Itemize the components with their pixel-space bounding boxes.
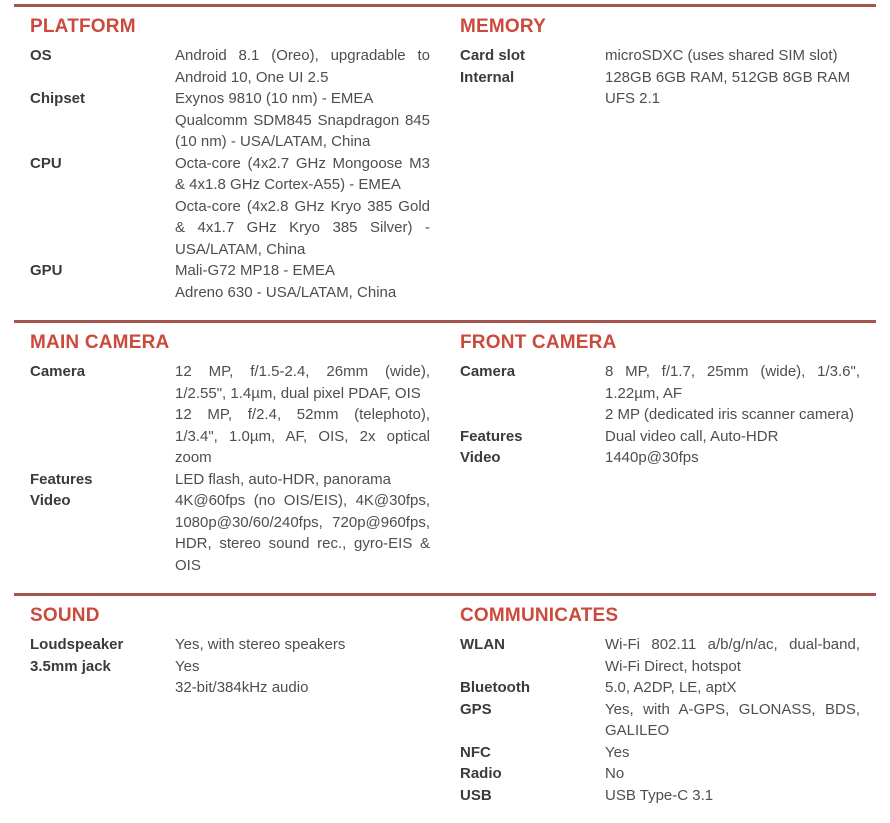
spec-row: [30, 260, 430, 303]
spec-row: [460, 699, 860, 742]
spec-sheet: [14, 4, 876, 823]
section-divider: [14, 320, 876, 323]
spec-value: [175, 153, 430, 261]
spec-value-line: Octa-core (4x2.8 GHz Kryo 385 Gold & 4x1.7 GHz Kryo 385 Silver) - USA/LATAM, China: [175, 197, 430, 258]
spec-value: [175, 490, 430, 576]
spec-label: Camera: [460, 363, 516, 380]
spec-value: [605, 634, 860, 677]
band-columns: [14, 15, 876, 303]
spec-value: [605, 67, 860, 110]
spec-value: [175, 469, 430, 491]
spec-row: [30, 361, 430, 469]
spec-row: [460, 785, 860, 807]
band-columns: [14, 331, 876, 576]
spec-column-right: [460, 15, 860, 303]
spec-value-line: UFS 2.1: [605, 90, 661, 107]
section-title: PLATFORM: [30, 16, 136, 37]
spec-row: [460, 426, 860, 448]
spec-value-line: Octa-core (4x2.7 GHz Mongoose M3 & 4x1.8 GHz Cortex-A55) - EMEA: [175, 154, 430, 193]
spec-value: [605, 45, 860, 67]
section-title: MAIN CAMERA: [30, 332, 170, 353]
section-title: COMMUNICATES: [460, 605, 619, 626]
spec-label: GPS: [460, 700, 492, 718]
spec-value-line: USB Type-C 3.1: [605, 786, 714, 804]
spec-value-line: Adreno 630 - USA/LATAM, China: [175, 283, 397, 301]
spec-value-line: microSDXC (uses shared SIM slot): [605, 47, 838, 64]
spec-row: [30, 469, 430, 491]
spec-label: USB: [460, 786, 492, 804]
band-columns: [14, 604, 876, 806]
spec-value-line: 12 MP, f/2.4, 52mm (telephoto), 1/3.4", 1.0µm, AF, OIS, 2x optical zoom: [175, 406, 430, 466]
spec-label: WLAN: [460, 636, 505, 653]
spec-row: [460, 763, 860, 785]
spec-value-line: 12 MP, f/1.5-2.4, 26mm (wide), 1/2.55", 1.4µm, dual pixel PDAF, OIS: [175, 363, 430, 402]
spec-label: Internal: [460, 68, 515, 86]
spec-label: Camera: [30, 363, 86, 380]
spec-value-line: Yes: [605, 743, 630, 761]
spec-value-line: Exynos 9810 (10 nm) - EMEA: [175, 90, 374, 107]
spec-value-line: 1440p@30fps: [605, 449, 699, 466]
spec-row: [460, 45, 860, 67]
spec-value: [605, 699, 860, 742]
spec-row: [30, 656, 430, 699]
spec-band: [14, 4, 876, 320]
spec-value-line: Yes, with stereo speakers: [175, 636, 346, 653]
spec-column-right: [460, 604, 860, 806]
spec-band: [14, 320, 876, 593]
spec-band: [14, 593, 876, 823]
spec-label: Features: [30, 470, 93, 488]
spec-value-line: 32-bit/384kHz audio: [175, 679, 309, 696]
spec-column-left: [30, 15, 430, 303]
spec-row: [460, 447, 860, 469]
spec-column-right: [460, 331, 860, 576]
spec-value: [175, 361, 430, 469]
spec-value-line: Dual video call, Auto-HDR: [605, 427, 779, 445]
spec-value: [175, 634, 430, 656]
spec-label: Card slot: [460, 47, 526, 64]
spec-row: [30, 153, 430, 261]
section-title: FRONT CAMERA: [460, 332, 617, 353]
spec-value-line: 8 MP, f/1.7, 25mm (wide), 1/3.6", 1.22µm, AF: [605, 363, 860, 402]
spec-value: [605, 785, 860, 807]
spec-value: [605, 677, 860, 699]
spec-row: [460, 634, 860, 677]
spec-value-line: 128GB 6GB RAM, 512GB 8GB RAM: [605, 68, 851, 86]
spec-value-line: Yes, with A-GPS, GLONASS, BDS, GALILEO: [605, 700, 860, 739]
spec-value: [175, 45, 430, 88]
spec-value-line: Yes: [175, 657, 200, 675]
spec-label: Loudspeaker: [30, 636, 124, 653]
spec-label: Features: [460, 427, 523, 445]
spec-value: [605, 426, 860, 448]
spec-label: Video: [460, 449, 501, 466]
spec-value: [605, 361, 860, 426]
section-title: SOUND: [30, 605, 100, 626]
spec-row: [460, 742, 860, 764]
spec-label: GPU: [30, 262, 63, 279]
spec-label: OS: [30, 47, 52, 64]
spec-label: Radio: [460, 765, 502, 782]
section-title: MEMORY: [460, 16, 546, 37]
spec-row: [30, 490, 430, 576]
spec-row: [460, 677, 860, 699]
spec-label: Bluetooth: [460, 679, 530, 696]
spec-value-line: Wi-Fi 802.11 a/b/g/n/ac, dual-band, Wi-Fi Direct, hotspot: [605, 636, 860, 675]
spec-column-left: [30, 331, 430, 576]
spec-label: CPU: [30, 154, 62, 172]
spec-value-line: No: [605, 765, 625, 782]
spec-value-line: Android 8.1 (Oreo), upgradable to Android 10, One UI 2.5: [175, 47, 430, 86]
spec-row: [460, 67, 860, 110]
spec-row: [30, 45, 430, 88]
spec-label: NFC: [460, 743, 491, 761]
section-divider: [14, 593, 876, 596]
spec-value-line: 2 MP (dedicated iris scanner camera): [605, 406, 854, 423]
spec-value-line: LED flash, auto-HDR, panorama: [175, 470, 391, 488]
spec-row: [460, 361, 860, 426]
section-divider: [14, 4, 876, 7]
spec-value: [175, 260, 430, 303]
spec-column-left: [30, 604, 430, 806]
spec-label: Chipset: [30, 90, 86, 107]
spec-value-line: Mali-G72 MP18 - EMEA: [175, 262, 336, 279]
spec-row: [30, 88, 430, 153]
spec-label: 3.5mm jack: [30, 657, 111, 675]
spec-value: [605, 447, 860, 469]
spec-value-line: 4K@60fps (no OIS/EIS), 4K@30fps, 1080p@30/60/240fps, 720p@960fps, HDR, stereo sound rec., gyro-EIS & OIS: [175, 492, 430, 574]
spec-value-line: 5.0, A2DP, LE, aptX: [605, 679, 737, 696]
spec-row: [30, 634, 430, 656]
spec-value-line: Qualcomm SDM845 Snapdragon 845 (10 nm) - USA/LATAM, China: [175, 111, 430, 150]
spec-value: [175, 656, 430, 699]
spec-value: [175, 88, 430, 153]
spec-value: [605, 763, 860, 785]
spec-label: Video: [30, 492, 71, 509]
spec-value: [605, 742, 860, 764]
